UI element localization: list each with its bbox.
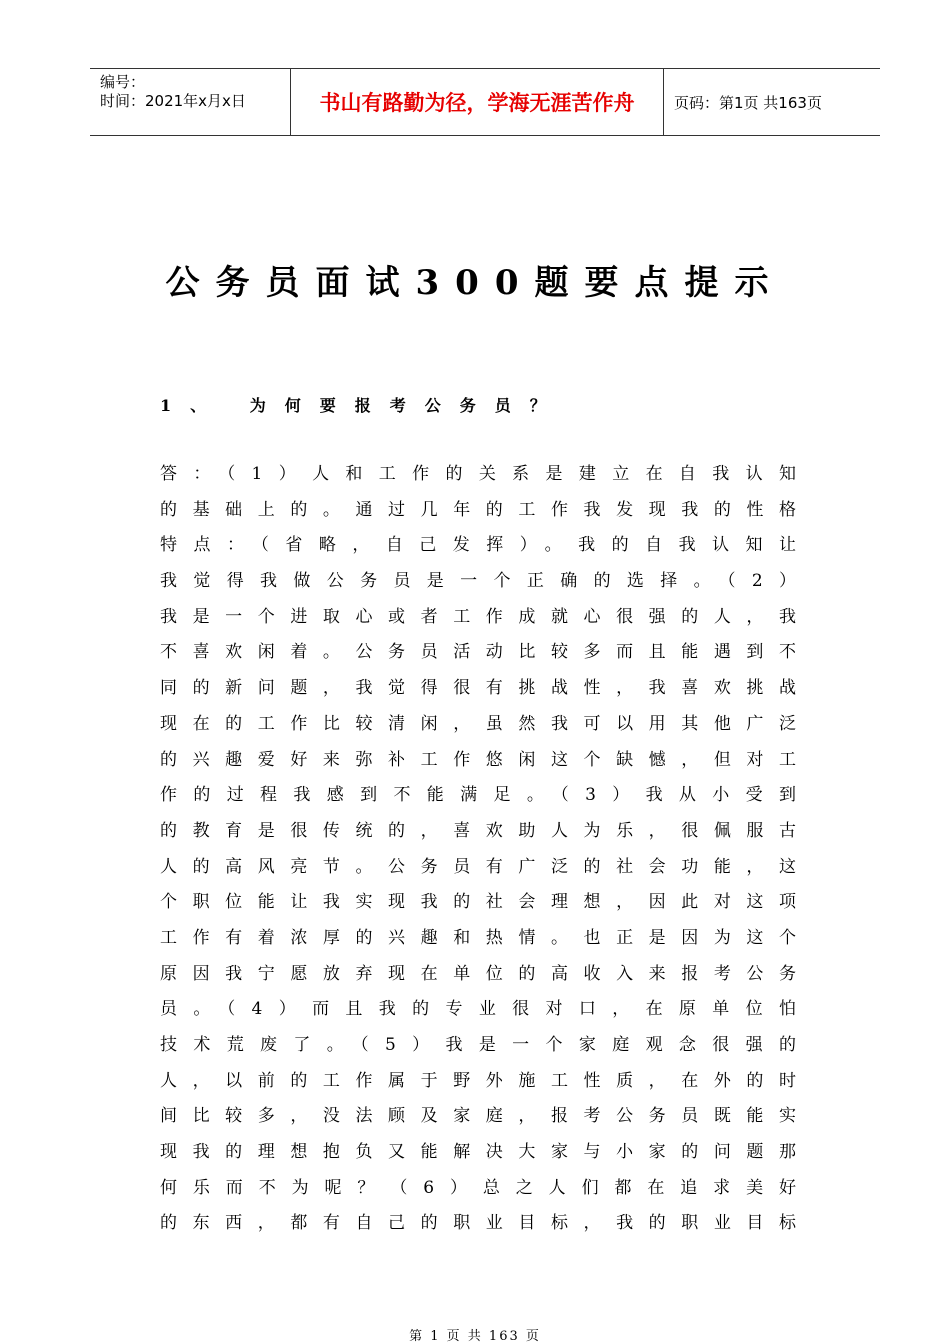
header-meta [90, 69, 291, 135]
body-line: 的东西，都有自己的职业目标，我的职业目标 [160, 1213, 796, 1234]
body-line: 的兴趣爱好来弥补工作悠闲这个缺憾，但对工 [160, 749, 796, 770]
body-line: 间比较多，没法顾及家庭，报考公务员既能实 [160, 1106, 796, 1127]
body-line: 技术荒废了。（5）我是一个家庭观念很强的 [160, 1035, 796, 1055]
body-line: 员。（4）而且我的专业很对口，在原单位怕 [160, 999, 796, 1020]
question-heading: 1、 为何要报考公务员？ [160, 396, 565, 415]
body-line: 作的过程我感到不能满足。（3）我从小受到 [160, 785, 796, 806]
document-title: 公务员面试300题要点提示 [165, 263, 785, 303]
body-line: 的基础上的。通过几年的工作我发现我的性格 [160, 499, 796, 520]
body-line: 人的高风亮节。公务员有广泛的社会功能，这 [160, 856, 796, 877]
body-line: 工作有着浓厚的兴趣和热情。也正是因为这个 [160, 927, 796, 948]
body-line: 我觉得我做公务员是一个正确的选择。（2） [160, 571, 796, 592]
body-line: 个职位能让我实现我的社会理想，因此对这项 [160, 892, 796, 913]
body-line: 现我的理想抱负又能解决大家与小家的问题那 [160, 1142, 796, 1163]
body-line: 现在的工作比较清闲，虽然我可以用其他广泛 [160, 713, 796, 734]
body-line: 原因我宁愿放弃现在单位的高收入来报考公务 [160, 963, 796, 984]
body-line: 何乐而不为呢？（6）总之人们都在追求美好 [160, 1177, 796, 1198]
page-header [90, 68, 880, 136]
document-number-label: 编号： [100, 73, 146, 91]
body-line: 人，以前的工作属于野外施工性质，在外的时 [160, 1070, 796, 1091]
document-time-label: 时间：2021年x月x日 [100, 92, 246, 110]
body-line: 我是一个进取心或者工作成就心很强的人，我 [160, 606, 796, 627]
body-line: 不喜欢闲着。公务员活动比较多而且能遇到不 [160, 642, 796, 663]
body-line: 答：（1）人和工作的关系是建立在自我认知 [160, 464, 796, 484]
page-footer: 第 1 页 共 163 页 [409, 1329, 541, 1344]
header-motto: 书山有路勤为径，学海无涯苦作舟 [291, 69, 664, 135]
header-page-info: 页码：第1页 共163页 [674, 93, 822, 112]
body-line: 特点：（省略，自己发挥）。我的自我认知让 [160, 535, 796, 556]
answer-body [160, 457, 796, 1242]
body-line: 同的新问题，我觉得很有挑战性，我喜欢挑战 [160, 678, 796, 699]
body-line: 的教育是很传统的，喜欢助人为乐，很佩服古 [160, 820, 796, 841]
